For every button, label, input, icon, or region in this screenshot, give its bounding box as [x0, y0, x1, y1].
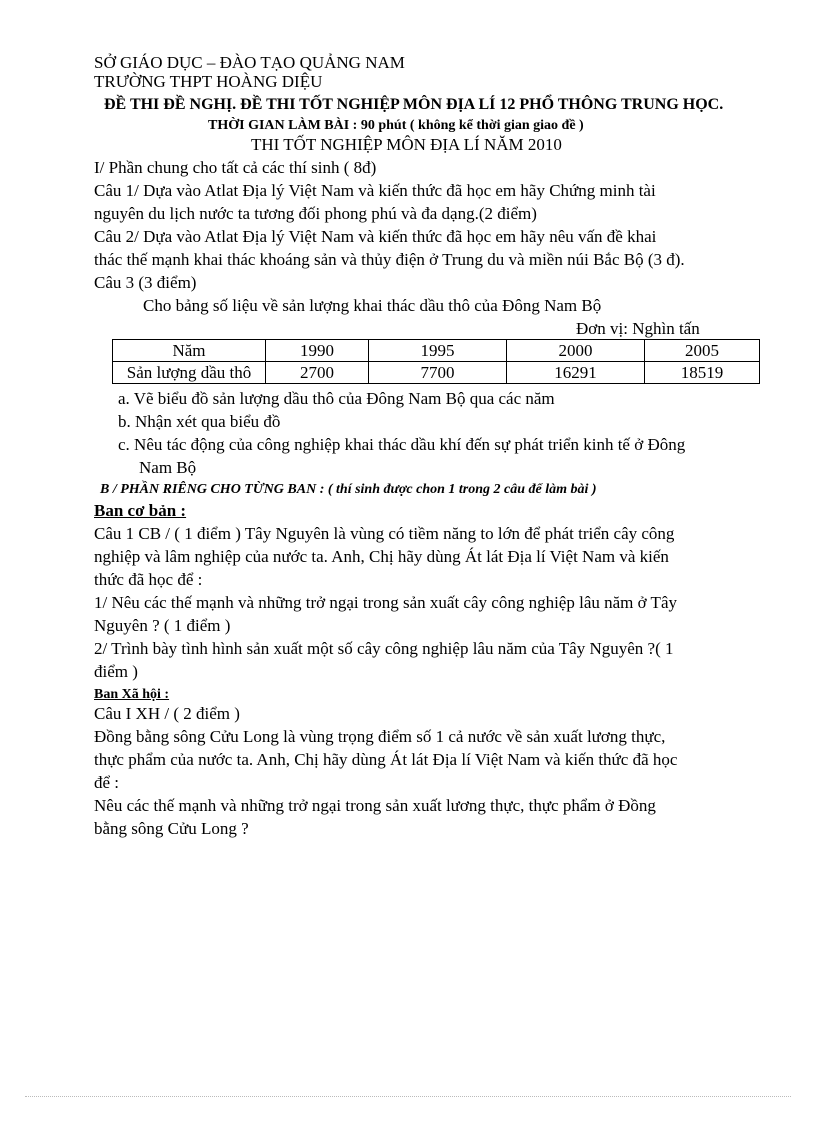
social-line: Đồng bằng sông Cửu Long là vùng trọng điểm số 1 cả nước về sản xuất lương thực,: [94, 727, 666, 746]
social-line: để :: [94, 773, 120, 792]
basic-line: điểm ): [94, 662, 138, 681]
table-cell: 16291: [507, 362, 645, 384]
part1-heading: I/ Phần chung cho tất cả các thí sinh ( 8đ): [94, 158, 377, 177]
basic-line: 2/ Trình bày tình hình sản xuất một số cây công nghiệp lâu năm của Tây Nguyên ?( 1: [94, 639, 674, 658]
exam-time-note: ( không kể thời gian giao đề ): [409, 118, 584, 133]
basic-line: Nguyên ? ( 1 điểm ): [94, 616, 231, 635]
school-name: TRƯỜNG THPT HOÀNG DIỆU: [94, 72, 323, 91]
basic-line: 1/ Nêu các thế mạnh và những trở ngại trong sản xuất cây công nghiệp lâu năm ở Tây: [94, 593, 677, 612]
oil-production-table: [112, 339, 760, 384]
table-header-cell: 1995: [369, 340, 507, 362]
social-section-title: Ban Xã hội :: [94, 687, 170, 702]
basic-line: Câu 1 CB / ( 1 điểm ) Tây Nguyên là vùng có tiềm năng to lớn để phát triển cây công: [94, 524, 675, 543]
item-a: a. Vẽ biểu đồ sản lượng dầu thô của Đông Nam Bộ qua các năm: [118, 389, 555, 408]
table-cell: Sản lượng dầu thô: [113, 362, 266, 384]
table-cell: 18519: [645, 362, 760, 384]
question1-line1: Câu 1/ Dựa vào Atlat Địa lý Việt Nam và kiến thức đã học em hãy Chứng minh tài: [94, 181, 656, 200]
item-c-line2: Nam Bộ: [139, 458, 197, 477]
question1-line2: nguyên du lịch nước ta tương đối phong phú và đa dạng.(2 điểm): [94, 204, 537, 223]
exam-title: ĐỀ THI ĐỀ NGHỊ. ĐỀ THI TỐT NGHIỆP MÔN ĐỊA LÍ 12 PHỔ THÔNG TRUNG HỌC.: [104, 96, 724, 113]
social-line: thực phẩm của nước ta. Anh, Chị hãy dùng Át lát Địa lí Việt Nam và kiến thức đã học: [94, 750, 678, 769]
item-c-line1: c. Nêu tác động của công nghiệp khai thác dầu khí đến sự phát triển kinh tế ở Đông: [118, 435, 686, 454]
table-header-cell: Năm: [113, 340, 266, 362]
table-cell: 2700: [266, 362, 369, 384]
basic-section-title: Ban cơ bản :: [94, 501, 187, 520]
table-cell: 7700: [369, 362, 507, 384]
social-line: Nêu các thế mạnh và những trở ngại trong sản xuất lương thực, thực phẩm ở Đồng: [94, 796, 656, 815]
question2-line2: thác thế mạnh khai thác khoáng sản và thủy điện ở Trung du và miền núi Bắc Bộ (3 đ).: [94, 250, 685, 269]
table-header-row: [113, 340, 760, 362]
exam-subtitle: THI TỐT NGHIỆP MÔN ĐỊA LÍ NĂM 2010: [251, 135, 562, 154]
table-header-cell: 1990: [266, 340, 369, 362]
question3-intro: Cho bảng số liệu về sản lượng khai thác dầu thô của Đông Nam Bộ: [143, 296, 602, 315]
part2-heading: B / PHẦN RIÊNG CHO TỪNG BAN : ( thí sinh được chon 1 trong 2 câu để làm bài ): [100, 482, 597, 497]
social-line: Câu I XH / ( 2 điểm ): [94, 704, 240, 723]
question3-heading: Câu 3 (3 điểm): [94, 273, 197, 292]
basic-line: nghiệp và lâm nghiệp của nước ta. Anh, Chị hãy dùng Át lát Địa lí Việt Nam và kiến: [94, 547, 669, 566]
table-row: [113, 362, 760, 384]
page-bottom-rule: [25, 1096, 791, 1097]
social-line: bằng sông Cửu Long ?: [94, 819, 249, 838]
table-unit: Đơn vị: Nghìn tấn: [576, 319, 700, 338]
exam-time-label: THỜI GIAN LÀM BÀI : 90 phút: [208, 118, 407, 133]
table-header-cell: 2005: [645, 340, 760, 362]
question2-line1: Câu 2/ Dựa vào Atlat Địa lý Việt Nam và kiến thức đã học em hãy nêu vấn đề khai: [94, 227, 657, 246]
basic-line: thức đã học để :: [94, 570, 203, 589]
department-name: SỞ GIÁO DỤC – ĐÀO TẠO QUẢNG NAM: [94, 53, 405, 72]
item-b: b. Nhận xét qua biểu đồ: [118, 412, 281, 431]
table-header-cell: 2000: [507, 340, 645, 362]
